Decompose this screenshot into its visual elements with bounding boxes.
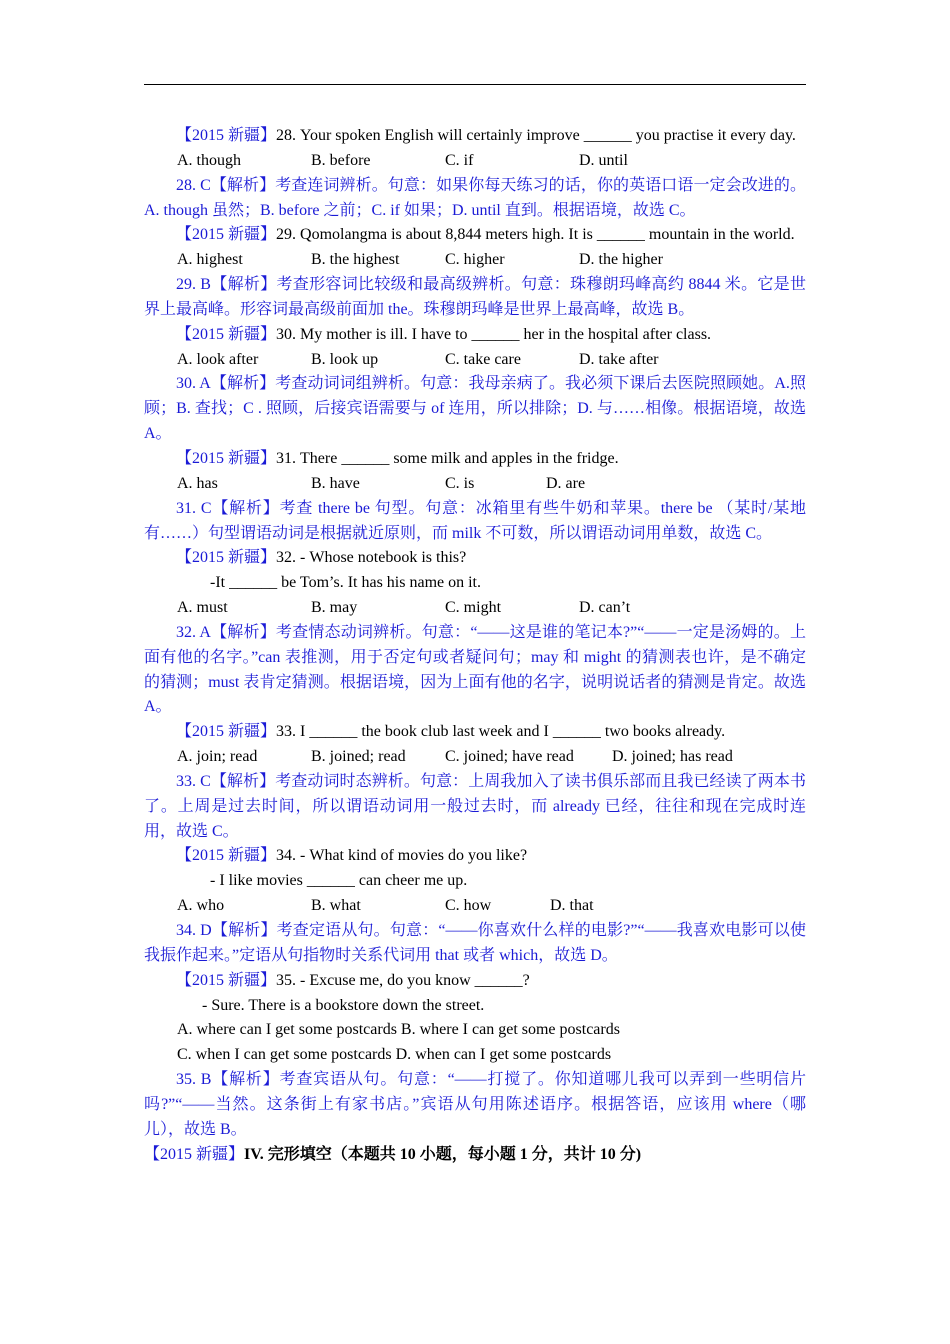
option-d: D. that: [550, 897, 594, 915]
option-c: C. might: [445, 599, 502, 617]
analysis-31: 31. C【解析】考查 there be 句型。句意：冰箱里有些牛奶和苹果。there be （某时/某地有……）句型谓语动词是根据就近原则，而 milk 不可数，所以谓语动词用单数，故选 C。: [144, 499, 806, 542]
source-tag: 【2015 新疆】: [176, 226, 277, 244]
question-text: 29. Qomolangma is about 8,844 meters high. It is ______ mountain in the world.: [276, 226, 795, 244]
section-title: IV. 完形填空（本题共 10 小题，每小题 1 分，共计 10 分): [244, 1145, 642, 1163]
options-29: [144, 248, 806, 273]
option-a: A. join; read: [177, 748, 258, 766]
analysis-28: 28. C【解析】考查连词辨析。句意：如果你每天练习的话，你的英语口语一定会改进的。A. though 虽然；B. before 之前；C. if 如果；D. until 直到。根据语境，故选 C。: [144, 176, 806, 219]
option-b: B. have: [311, 474, 360, 492]
option-c: C. if: [445, 151, 474, 169]
analysis-35: 35. B【解析】考查宾语从句。句意：“——打搅了。你知道哪儿我可以弄到一些明信片吗?”“——当然。这条街上有家书店。”宾语从句用陈述语序。根据答语，应该用 where（哪儿），故选 B。: [144, 1071, 806, 1138]
option-c: C. how: [445, 897, 492, 915]
options-31: [144, 472, 806, 497]
question-30: [144, 323, 806, 348]
document-body: [144, 124, 806, 1167]
option-d: D. take after: [579, 350, 659, 368]
question-32: [144, 546, 806, 571]
option-d: D. can’t: [579, 599, 631, 617]
question-text: 30. My mother is ill. I have to ______ her in the hospital after class.: [276, 325, 712, 343]
option-a: A. look after: [177, 350, 259, 368]
option-b: B. look up: [311, 350, 379, 368]
source-tag: 【2015 新疆】: [176, 549, 277, 567]
question-text: 34. - What kind of movies do you like?: [276, 847, 528, 865]
question-33: [144, 720, 806, 745]
options-33: [144, 745, 806, 770]
question-31: [144, 447, 806, 472]
question-28: [144, 124, 806, 149]
option-b: B. may: [311, 599, 358, 617]
options-35-line1: A. where can I get some postcards B. where I can get some postcards: [177, 1021, 620, 1039]
option-b: B. joined; read: [311, 748, 406, 766]
option-c: C. joined; have read: [445, 748, 574, 766]
options-35-line2: C. when I can get some postcards D. when can I get some postcards: [177, 1046, 612, 1064]
option-a: A. highest: [177, 251, 243, 269]
analysis-29: 29. B【解析】考查形容词比较级和最高级辨析。句意：珠穆朗玛峰高约 8844 米。它是世界上最高峰。形容词最高级前面加 the。珠穆朗玛峰是世界上最高峰，故选 B。: [144, 276, 806, 318]
source-tag: 【2015 新疆】: [144, 1145, 245, 1163]
option-c: C. take care: [445, 350, 521, 368]
question-29: [144, 223, 806, 248]
question-32-reply: -It ______ be Tom’s. It has his name on it.: [210, 574, 481, 592]
question-text: 31. There ______ some milk and apples in the fridge.: [276, 449, 619, 467]
analysis-33: 33. C【解析】考查动词时态辨析。句意：上周我加入了读书俱乐部而且我已经读了两本书了。上周是过去时间，所以谓语动词用一般过去时，而 already 已经，往往和现在完成时连用，故选 C。: [144, 772, 806, 840]
option-d: D. are: [546, 474, 586, 492]
options-28: [144, 149, 806, 174]
options-34: [144, 894, 806, 919]
question-35: [144, 969, 806, 994]
options-30: [144, 348, 806, 373]
option-d: D. joined; has read: [612, 748, 733, 766]
question-text: 33. I ______ the book club last week and I ______ two books already.: [276, 723, 726, 741]
source-tag: 【2015 新疆】: [176, 723, 277, 741]
source-tag: 【2015 新疆】: [176, 971, 277, 989]
option-c: C. is: [445, 474, 475, 492]
source-tag: 【2015 新疆】: [176, 449, 277, 467]
option-a: A. though: [177, 151, 241, 169]
question-text: 32. - Whose notebook is this?: [276, 549, 467, 567]
question-34-reply: - I like movies ______ can cheer me up.: [210, 872, 468, 890]
section-heading: [144, 1143, 806, 1168]
options-32: [144, 596, 806, 621]
option-a: A. must: [177, 599, 228, 617]
option-b: B. the highest: [311, 251, 400, 269]
source-tag: 【2015 新疆】: [176, 325, 277, 343]
option-d: D. until: [579, 151, 628, 169]
question-text: 28. Your spoken English will certainly improve ______ you practise it every day.: [276, 127, 796, 144]
option-a: A. has: [177, 474, 218, 492]
option-b: B. before: [311, 151, 371, 169]
option-b: B. what: [311, 897, 361, 915]
option-a: A. who: [177, 897, 225, 915]
option-d: D. the higher: [579, 251, 663, 269]
question-35-reply: - Sure. There is a bookstore down the street.: [202, 996, 485, 1014]
question-34: [144, 844, 806, 869]
analysis-34: 34. D【解析】考查定语从句。句意：“——你喜欢什么样的电影?”“——我喜欢电影可以使我振作起来。”定语从句指物时关系代词用 that 或者 which，故选 D。: [144, 922, 806, 964]
header-rule: [144, 84, 806, 85]
question-text: 35. - Excuse me, do you know ______?: [276, 971, 530, 989]
analysis-32: 32. A【解析】考查情态动词辨析。句意：“——这是谁的笔记本?”“——一定是汤姆的。上面有他的名字。”can 表推测，用于否定句或者疑问句；may 和 might 的猜测表也许，是不确定的猜测；must 表肯定猜测。根据语境，因为上面有他的名字，说明说话者的猜测是肯定。故选 A。: [144, 623, 806, 716]
option-c: C. higher: [445, 251, 505, 269]
source-tag: 【2015 新疆】: [176, 127, 277, 144]
analysis-30: 30. A【解析】考查动词词组辨析。句意：我母亲病了。我必须下课后去医院照顾她。A.照顾；B. 查找；C . 照顾，后接宾语需要与 of 连用，所以排除；D. 与……相像。根据语境，故选 A。: [144, 375, 806, 443]
source-tag: 【2015 新疆】: [176, 847, 277, 865]
